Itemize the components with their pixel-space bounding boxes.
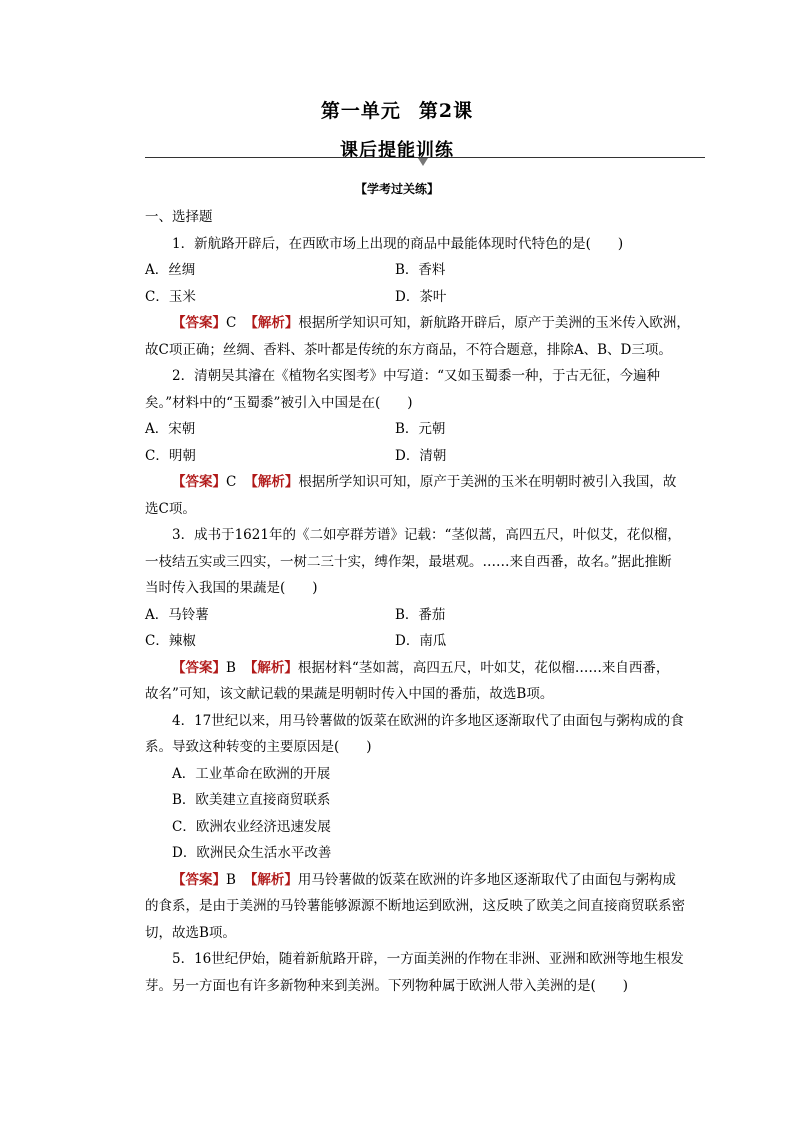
answer-tag: 【答案】 — [172, 315, 226, 331]
page-title — [0, 96, 794, 123]
answer-tag: 【答案】 — [172, 871, 226, 888]
option-b: B．元朝 — [395, 421, 446, 437]
option-c: C．欧洲农业经济迅速发展 — [172, 818, 331, 835]
divider-triangle-icon — [418, 158, 428, 166]
option-a: A．宋朝 — [145, 421, 196, 437]
question-3-stem: 3．成书于1621年的《二如亭群芳谱》记载：“茎似蒿，高四五尺，叶似艾，花似榴， — [172, 527, 681, 543]
question-3-options-ab — [145, 602, 705, 629]
analysis-tag: 【解析】 — [244, 315, 299, 331]
page-subtitle: 课后提能训练 — [340, 140, 454, 161]
answer-tag: 【答案】 — [172, 474, 226, 490]
question-3-options-cd — [145, 628, 705, 655]
question-5-stem-cont: 芽。另一方面也有许多新物种来到美洲。下列物种属于欧洲人带入美洲的是( ) — [145, 977, 629, 994]
question-3-stem-cont: 一枝结五实或三四实，一树二三十实，缚作架，最堪观。……来自西番，故名。”据此推断 — [145, 553, 672, 570]
question-3-analysis-cont: 故名”可知，该文献记载的果蔬是明朝时传入中国的番茄，故选B项。 — [145, 686, 554, 702]
option-a: A．工业革命在欧洲的开展 — [172, 765, 331, 782]
option-b: B．番茄 — [395, 606, 446, 623]
exercise-content — [145, 204, 705, 999]
question-1-analysis-cont: 故C项正确；丝绸、香料、茶叶都是传统的东方商品，不符合题意，排除A、B、D三项。 — [145, 341, 672, 358]
analysis-tag: 【解析】 — [244, 474, 299, 490]
option-c: C．玉米 — [145, 288, 196, 305]
question-3-answer: 【答案】B 【解析】根据材料“茎如蒿，高四五尺，叶如艾，花似榴……来自西番， — [172, 659, 670, 676]
option-b: B．欧美建立直接商贸联系 — [172, 792, 331, 808]
question-4-analysis-cont: 的食系，是由于美洲的马铃薯能够源源不断地运到欧洲，这反映了欧美之间直接商贸联系密 — [145, 898, 685, 914]
option-d: D．南瓜 — [395, 633, 447, 649]
option-b: B．香料 — [395, 262, 446, 278]
question-4-stem-cont: 系。导致这种转变的主要原因是( ) — [145, 739, 372, 755]
lesson-title: 第2课 — [418, 100, 474, 122]
question-2-stem: 2．清朝吴其濬在《植物名实图考》中写道：“又如玉蜀黍一种，于古无征，今遍种 — [172, 368, 660, 384]
part-title: 一、选择题 — [145, 209, 213, 225]
option-c: C．辣椒 — [145, 633, 196, 649]
question-4-analysis-cont2: 切，故选B项。 — [145, 924, 236, 941]
question-5-stem: 5．16世纪伊始，随着新航路开辟，一方面美洲的作物在非洲、亚洲和欧洲等地生根发 — [172, 951, 684, 967]
question-3-stem-cont2: 当时传入我国的果蔬是( ) — [145, 580, 318, 596]
question-2-analysis-cont: 选C项。 — [145, 500, 196, 517]
analysis-tag: 【解析】 — [243, 659, 298, 676]
option-d: D．茶叶 — [395, 288, 447, 305]
question-4-stem: 4．17世纪以来，用马铃薯做的饭菜在欧洲的许多地区逐渐取代了由面包与粥构成的食 — [172, 712, 684, 729]
question-1-stem: 1．新航路开辟后，在西欧市场上出现的商品中最能体现时代特色的是( ) — [172, 235, 624, 252]
option-a: A．马铃薯 — [145, 606, 209, 623]
section-heading: 【学考过关练】 — [354, 182, 439, 196]
option-d: D．清朝 — [395, 447, 447, 464]
answer-tag: 【答案】 — [172, 659, 226, 676]
question-2-options-ab — [145, 416, 705, 443]
question-2-stem-cont: 矣。”材料中的“玉蜀黍”被引入中国是在( ) — [145, 394, 413, 411]
option-d: D．欧洲民众生活水平改善 — [172, 845, 332, 861]
question-1-options-cd — [145, 284, 705, 311]
option-c: C．明朝 — [145, 447, 196, 464]
unit-title: 第一单元 — [320, 100, 401, 122]
question-1-options-ab — [145, 257, 705, 284]
question-1-answer: 【答案】C 【解析】根据所学知识可知，新航路开辟后，原产于美洲的玉米传入欧洲， — [172, 315, 690, 331]
analysis-tag: 【解析】 — [243, 871, 298, 888]
question-2-answer: 【答案】C 【解析】根据所学知识可知，原产于美洲的玉米在明朝时被引入我国，故 — [172, 474, 677, 490]
question-4-answer: 【答案】B 【解析】用马铃薯做的饭菜在欧洲的许多地区逐渐取代了由面包与粥构成 — [172, 871, 676, 888]
option-a: A．丝绸 — [145, 262, 196, 278]
question-2-options-cd — [145, 443, 705, 470]
